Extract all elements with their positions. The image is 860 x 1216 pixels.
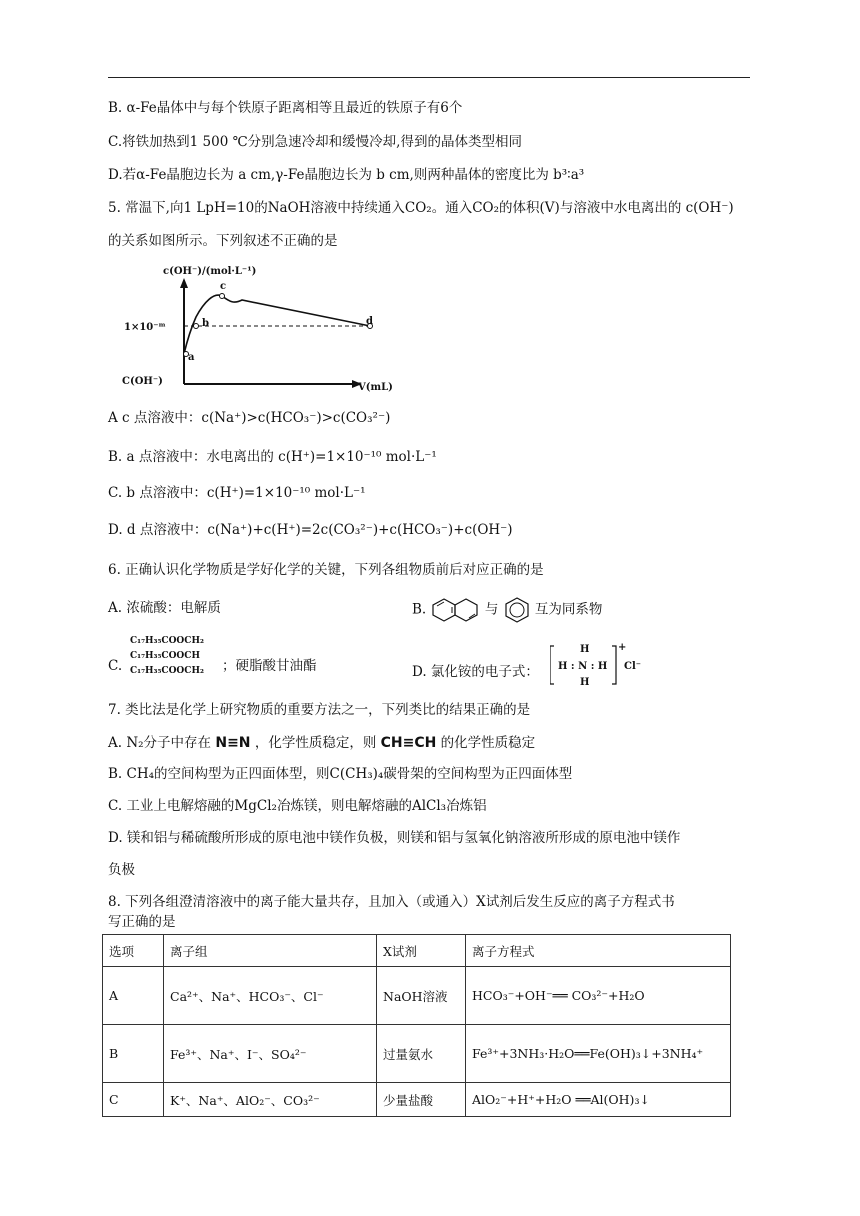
q6-option-c-text: ；硬脂酸甘油酯 xyxy=(222,658,317,674)
point-c xyxy=(220,294,225,299)
q7-option-a xyxy=(108,736,535,751)
q5-option-d: D. d 点溶液中：c(Na⁺)+c(H⁺)=2c(CO₃²⁻)+c(HCO₃⁻)+c(OH⁻) xyxy=(108,522,513,538)
q7-option-d-line1: D. 镁和铝与稀硫酸所形成的原电池中镁作负极，则镁和铝与氢氧化钠溶液所形成的原电池中镁作 xyxy=(108,830,681,846)
row-c-ions: K⁺、Na⁺、AlO₂⁻、CO₃²⁻ xyxy=(164,1083,377,1117)
q7-option-b: B. CH₄的空间构型为正四面体型，则C(CH₃)₄碳骨架的空间构型为正四面体型 xyxy=(108,766,573,782)
chart-ylabel: c(OH⁻)/(mol·L⁻¹) xyxy=(163,266,257,277)
row-c-option: C xyxy=(103,1083,164,1117)
y-tick-label: 1×10⁻ᵐ xyxy=(124,322,166,333)
q7-option-d-line2: 负极 xyxy=(108,862,135,878)
q7-a-part3: 的化学性质稳定 xyxy=(440,735,536,751)
label-d: d xyxy=(366,316,373,327)
glyceride-line-2: C₁₇H₃₅COOCH xyxy=(130,651,200,661)
point-b xyxy=(194,324,199,329)
nh4-center: H : N : H xyxy=(558,661,608,672)
q4-option-b: B. α-Fe晶体中与每个铁原子距离相等且最近的铁原子有6个 xyxy=(108,100,463,116)
header-ions: 离子组 xyxy=(164,935,377,967)
q5-stem-line1: 5. 常温下,向1 LpH=10的NaOH溶液中持续通入CO₂。通入CO₂的体积(V)与溶液中水电离出的 c(OH⁻) xyxy=(108,200,734,216)
q6-option-d-text: D. 氯化铵的电子式： xyxy=(412,664,539,680)
q5-option-b: B. a 点溶液中：水电离出的 c(H⁺)=1×10⁻¹⁰ mol·L⁻¹ xyxy=(108,449,437,465)
q6-option-d xyxy=(412,660,539,680)
nn-formula: N≡N xyxy=(215,735,251,751)
row-b-option: B xyxy=(103,1025,164,1083)
y-axis-arrow xyxy=(180,278,188,288)
naphthalene-icon xyxy=(431,597,481,623)
q6-option-b xyxy=(412,596,602,624)
nh4-bottom-h: H xyxy=(580,677,590,688)
q6-option-a: A. 浓硫酸：电解质 xyxy=(108,600,221,616)
q5-option-c: C. b 点溶液中：c(H⁺)=1×10⁻¹⁰ mol·L⁻¹ xyxy=(108,485,366,501)
ion-table xyxy=(102,934,731,1117)
q7-a-part2: ，化学性质稳定，则 xyxy=(254,735,377,751)
q8-stem-line2: 写正确的是 xyxy=(108,914,176,930)
row-c-equation: AlO₂⁻+H⁺+H₂O ══Al(OH)₃↓ xyxy=(466,1083,731,1117)
q5-option-a: A c 点溶液中：c(Na⁺)>c(HCO₃⁻)>c(CO₃²⁻) xyxy=(108,410,391,426)
benzene-icon xyxy=(503,596,531,624)
table-row xyxy=(103,1083,731,1117)
q7-a-part1: A. N₂分子中存在 xyxy=(108,735,212,751)
header-rule xyxy=(108,77,750,78)
header-option: 选项 xyxy=(103,935,164,967)
label-c: c xyxy=(220,281,227,292)
chloride-ion: Cl⁻ xyxy=(624,661,642,672)
q5-stem-line2: 的关系如图所示。下列叙述不正确的是 xyxy=(108,233,338,249)
q5-chart xyxy=(120,262,400,398)
q8-stem-line1: 8. 下列各组澄清溶液中的离子能大量共存，且加入（或通入）X试剂后发生反应的离子方程式书 xyxy=(108,894,675,910)
row-a-reagent: NaOH溶液 xyxy=(377,967,466,1025)
q4-option-d: D.若α-Fe晶胞边长为 a cm,γ-Fe晶胞边长为 b cm,则两种晶体的密度比为 b³∶a³ xyxy=(108,167,585,183)
q6-option-b-mid: 与 xyxy=(484,601,499,618)
q6-option-b-post: 互为同系物 xyxy=(534,601,603,618)
glyceride-line-3: C₁₇H₃₅COOCH₂ xyxy=(130,666,204,676)
q7-stem: 7. 类比法是化学上研究物质的重要方法之一，下列类比的结果正确的是 xyxy=(108,702,531,718)
table-row xyxy=(103,967,731,1025)
q4-option-c: C.将铁加热到1 500 ℃分别急速冷却和缓慢冷却,得到的晶体类型相同 xyxy=(108,134,522,150)
header-reagent: X试剂 xyxy=(377,935,466,967)
row-a-ions: Ca²⁺、Na⁺、HCO₃⁻、Cl⁻ xyxy=(164,967,377,1025)
row-b-equation: Fe³⁺+3NH₃·H₂O══Fe(OH)₃↓+3NH₄⁺ xyxy=(466,1025,731,1083)
label-a: a xyxy=(188,352,195,363)
ammonium-chloride-electron-formula xyxy=(550,640,660,690)
chch-formula: CH≡CH xyxy=(380,735,437,751)
label-b: b xyxy=(202,318,209,329)
table-row xyxy=(103,1025,731,1083)
y-origin-label: C(OH⁻) xyxy=(122,376,163,387)
q6-option-b-prefix: B. xyxy=(412,601,427,618)
nh4-top-h: H xyxy=(580,644,590,655)
row-a-option: A xyxy=(103,967,164,1025)
row-b-reagent: 过量氨水 xyxy=(377,1025,466,1083)
row-c-reagent: 少量盐酸 xyxy=(377,1083,466,1117)
q7-option-c: C. 工业上电解熔融的MgCl₂冶炼镁，则电解熔融的AlCl₃冶炼铝 xyxy=(108,798,487,814)
nh4-charge: + xyxy=(618,642,627,653)
curve xyxy=(184,295,370,354)
header-equation: 离子方程式 xyxy=(466,935,731,967)
row-a-equation: HCO₃⁻+OH⁻══ CO₃²⁻+H₂O xyxy=(466,967,731,1025)
glyceride-formula xyxy=(130,634,204,679)
row-b-ions: Fe³⁺、Na⁺、I⁻、SO₄²⁻ xyxy=(164,1025,377,1083)
glyceride-line-1: C₁₇H₃₅COOCH₂ xyxy=(130,636,204,646)
q6-option-c-prefix: C. xyxy=(108,658,123,674)
x-axis-label: V(mL) xyxy=(358,382,393,393)
table-header-row xyxy=(103,935,731,967)
q6-stem: 6. 正确认识化学物质是学好化学的关键，下列各组物质前后对应正确的是 xyxy=(108,562,544,578)
